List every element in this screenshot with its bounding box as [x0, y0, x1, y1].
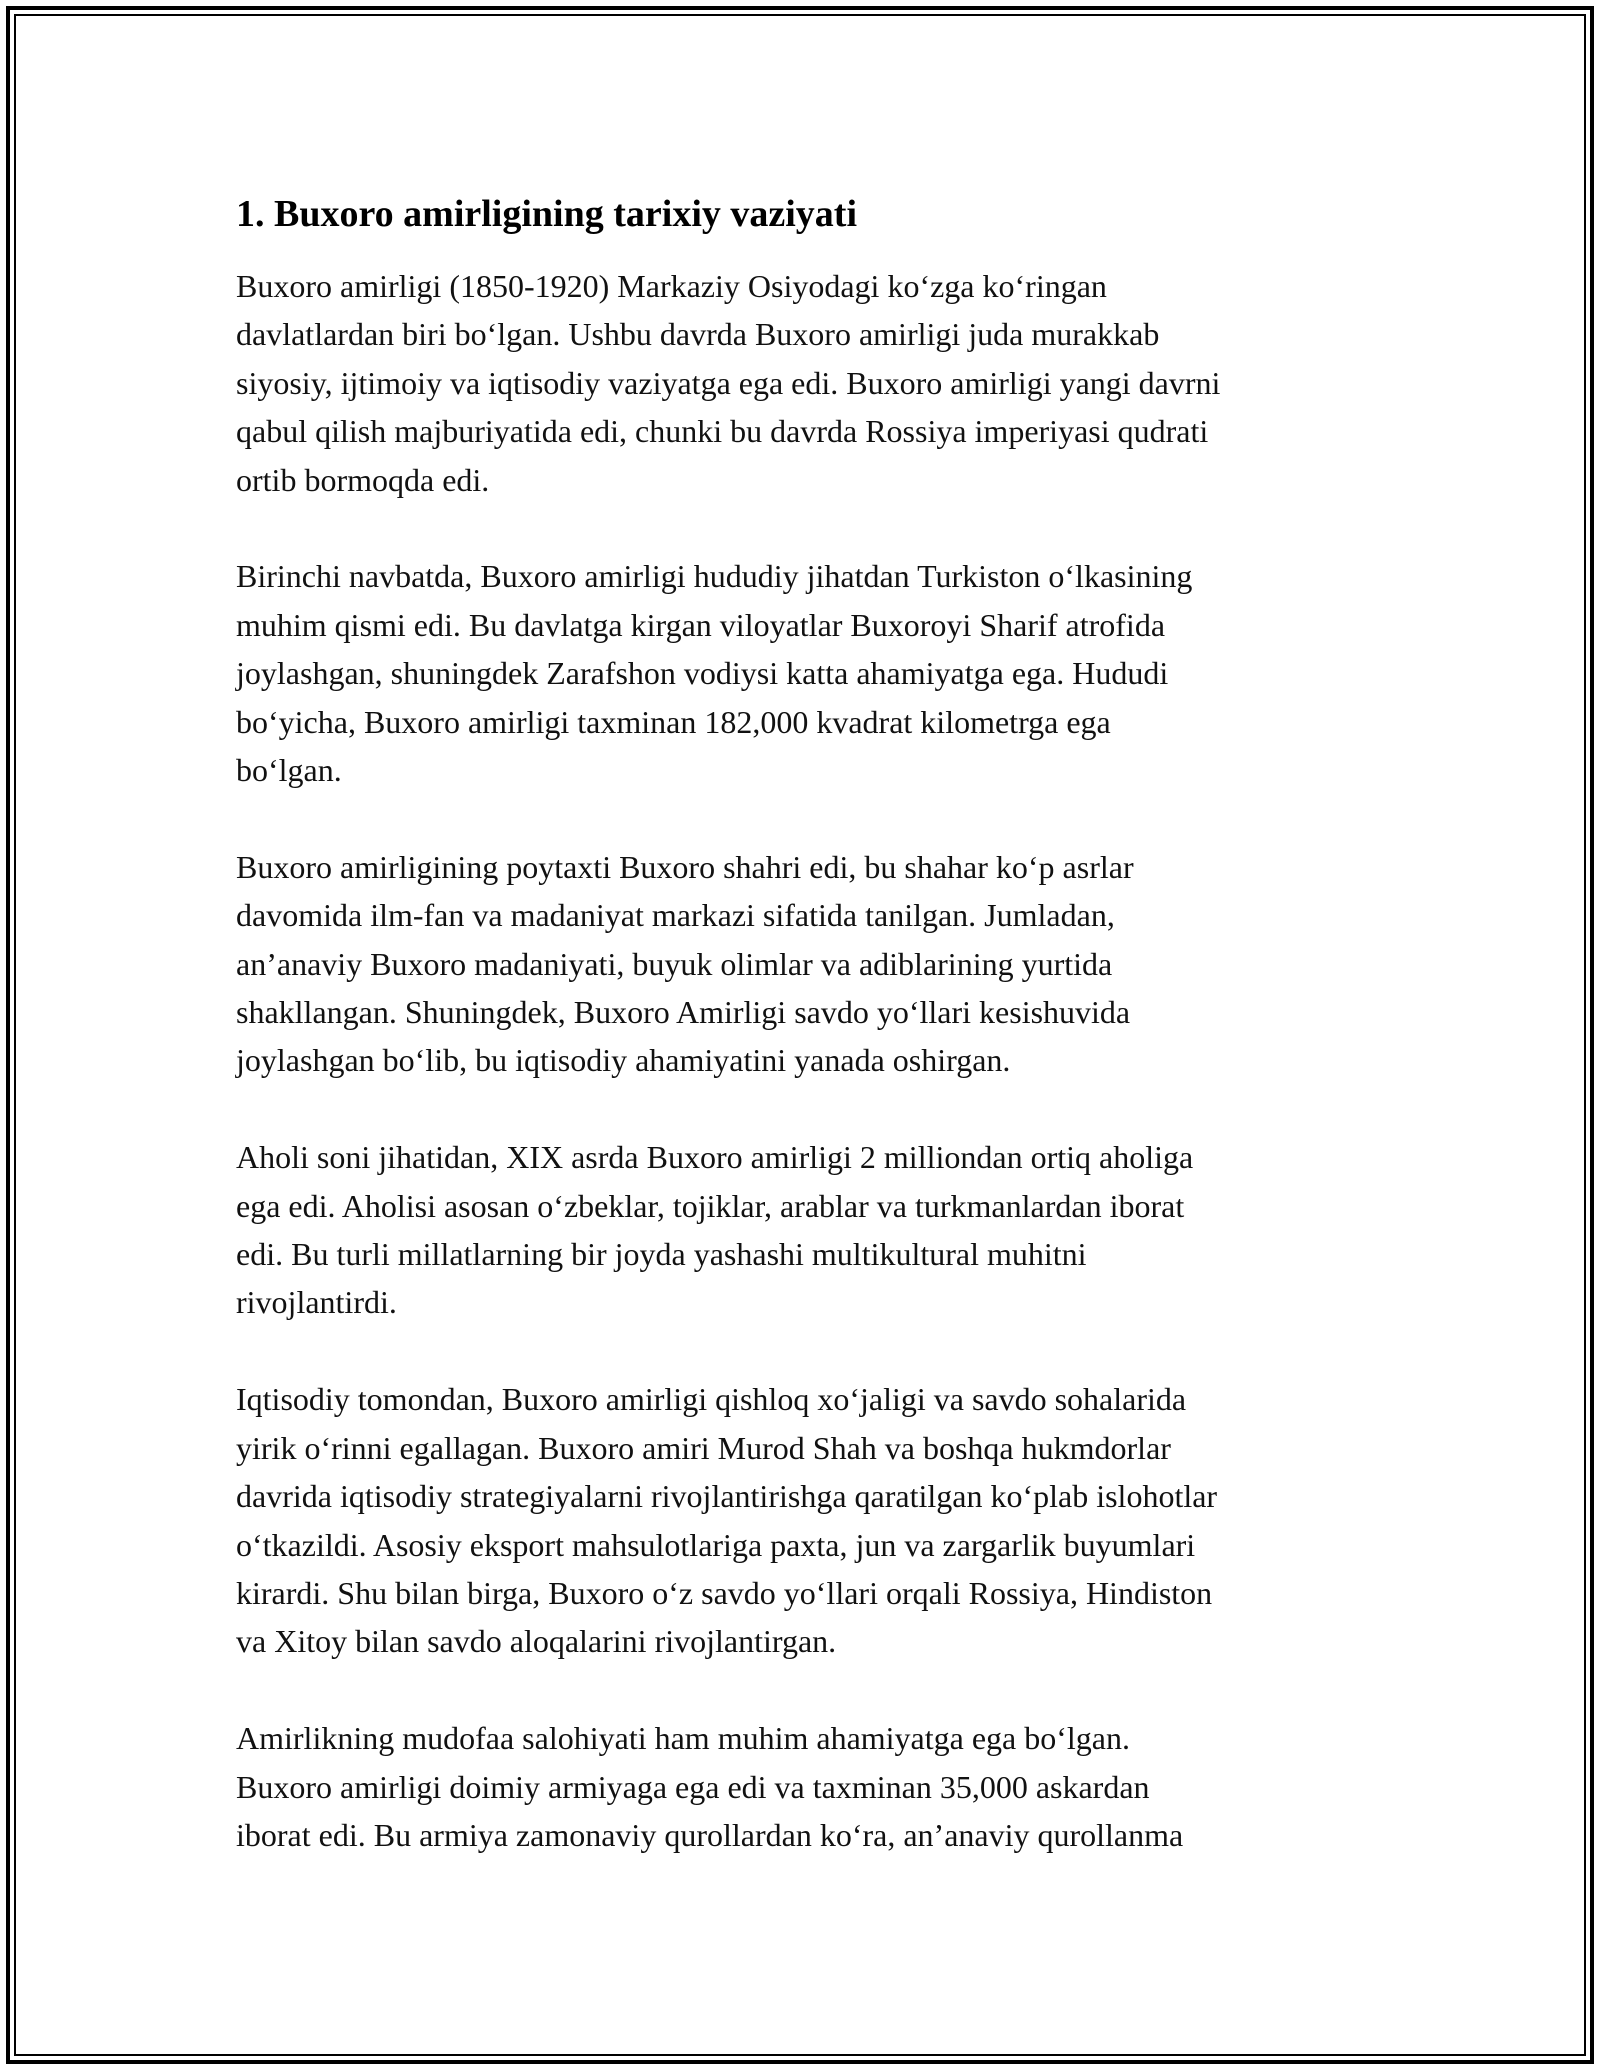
text-line: davrida iqtisodiy strategiyalarni rivojlantirishga qaratilgan ko‘plab islohotlar	[236, 1478, 1218, 1515]
text-line: Amirlikning mudofaa salohiyati ham muhim ahamiyatga ega bo‘lgan.	[236, 1720, 1130, 1757]
text-line: qabul qilish majburiyatida edi, chunki bu davrda Rossiya imperiyasi qudrati	[236, 413, 1209, 450]
text-line: ega edi. Aholisi asosan o‘zbeklar, tojiklar, arablar va turkmanlardan iborat	[236, 1187, 1185, 1224]
paragraph-intro	[236, 262, 1376, 504]
text-line: joylashgan bo‘lib, bu iqtisodiy ahamiyatini yanada oshirgan.	[236, 1042, 1011, 1079]
paragraph-territory	[236, 552, 1376, 794]
paragraph-population	[236, 1133, 1376, 1327]
text-line: an’anaviy Buxoro madaniyati, buyuk olimlar va adiblarining yurtida	[236, 945, 1113, 982]
text-line: kirardi. Shu bilan birga, Buxoro o‘z savdo yo‘llari orqali Rossiya, Hindiston	[236, 1574, 1213, 1611]
text-line: yirik o‘rinni egallagan. Buxoro amiri Murod Shah va boshqa hukmdorlar	[236, 1429, 1171, 1466]
text-line: ortib bormoqda edi.	[236, 461, 490, 498]
text-line: Birinchi navbatda, Buxoro amirligi hududiy jihatdan Turkiston o‘lkasining	[236, 558, 1193, 595]
document-body	[236, 186, 1376, 1908]
text-line: siyosiy, ijtimoiy va iqtisodiy vaziyatga ega edi. Buxoro amirligi yangi davrni	[236, 364, 1221, 401]
text-line: o‘tkazildi. Asosiy eksport mahsulotlariga paxta, jun va zargarlik buyumlari	[236, 1526, 1196, 1563]
text-line: davomida ilm-fan va madaniyat markazi sifatida tanilgan. Jumladan,	[236, 897, 1115, 934]
paragraph-economy	[236, 1375, 1376, 1665]
section-heading: 1. Buxoro amirligining tarixiy vaziyati	[236, 193, 858, 235]
text-line: davlatlardan biri bo‘lgan. Ushbu davrda Buxoro amirligi juda murakkab	[236, 316, 1160, 353]
text-line: Iqtisodiy tomondan, Buxoro amirligi qishloq xo‘jaligi va savdo sohalarida	[236, 1381, 1187, 1418]
text-line: Aholi soni jihatidan, XIX asrda Buxoro amirligi 2 milliondan ortiq aholiga	[236, 1139, 1194, 1176]
text-line: bo‘yicha, Buxoro amirligi taxminan 182,000 kvadrat kilometrga ega	[236, 703, 1111, 740]
text-line: va Xitoy bilan savdo aloqalarini rivojlantirgan.	[236, 1623, 837, 1660]
text-line: muhim qismi edi. Bu davlatga kirgan viloyatlar Buxoroyi Sharif atrofida	[236, 606, 1166, 643]
text-line: edi. Bu turli millatlarning bir joyda yashashi multikultural muhitni	[236, 1236, 1087, 1273]
text-line: iborat edi. Bu armiya zamonaviy qurollardan ko‘ra, an’anaviy qurollanma	[236, 1816, 1184, 1853]
text-line: rivojlantirdi.	[236, 1284, 397, 1321]
text-line: bo‘lgan.	[236, 752, 342, 789]
paragraph-capital	[236, 843, 1376, 1085]
text-line: joylashgan, shuningdek Zarafshon vodiysi katta ahamiyatga ega. Hududi	[236, 655, 1169, 692]
text-line: shakllangan. Shuningdek, Buxoro Amirligi savdo yo‘llari kesishuvida	[236, 994, 1131, 1031]
text-line: Buxoro amirligi doimiy armiyaga ega edi va taxminan 35,000 askardan	[236, 1768, 1150, 1805]
text-line: Buxoro amirligining poytaxti Buxoro shahri edi, bu shahar ko‘p asrlar	[236, 848, 1134, 885]
text-line: Buxoro amirligi (1850-1920) Markaziy Osiyodagi ko‘zga ko‘ringan	[236, 268, 1107, 304]
paragraph-defense	[236, 1714, 1376, 1859]
